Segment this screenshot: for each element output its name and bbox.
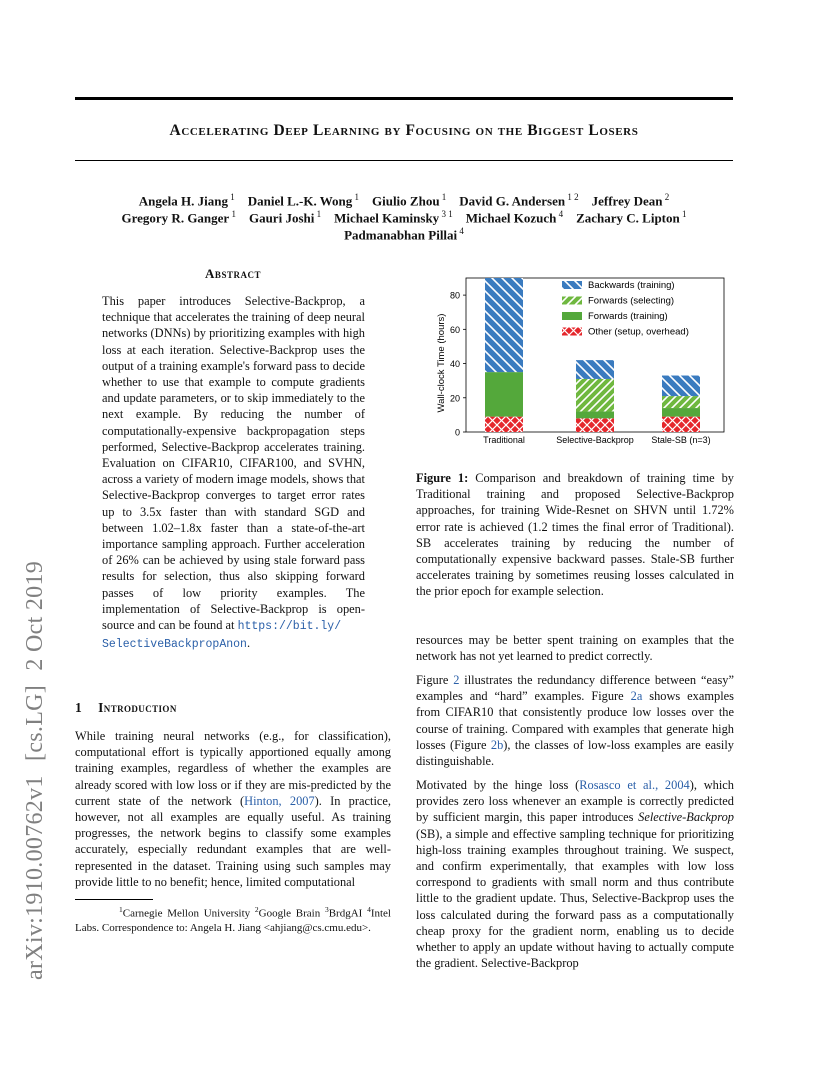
figure-1-caption: Figure 1: Comparison and breakdown of training time by Traditional training and proposed Selective-Backprop approaches, for training Wide-Resnet on SHVN until 1.72% error rate is achieved (1.2 times the final error of Traditional). SB accelerates training by reducing the number of computationally expensive backward passes. Stale-SB further accelerates training by sometimes reusing losses calculated in the prior epoch for example selection. — [416, 471, 734, 599]
footnote-rule — [75, 899, 153, 900]
bar-segment — [485, 417, 523, 432]
legend-label: Forwards (training) — [588, 311, 668, 322]
paper-title: Accelerating Deep Learning by Focusing on the Biggest Losers — [169, 122, 639, 139]
author-name: Gauri Joshi — [248, 210, 315, 226]
abstract-body: This paper introduces Selective-Backprop, a technique that accelerates the training of deep neural networks (DNNs) by prioritizing examples with high loss at each iteration. Selective-Backprop uses the output of a training example's forward pass to decide whether to use that example to compute gradients and update parameters, or to skip immediately to the next example. By reducing the number of computationally-expensive backpropagation steps performed, Selective-Backprop accelerates training. Evaluation on CIFAR10, CIFAR100, and SVHN, across a variety of modern image models, shows that Selective-Backprop converges to target error rates up to 3.5x faster than with standard SGD and between 1.02–1.8x faster than a state-of-the-art importance sampling approach. Further acceleration of 26% can be achieved by using stale forward pass results for selection, thus also skipping forward passes of low priority examples. The implementation of Selective-Backprop is open-source and can be found at https://bit.ly/ SelectiveBackpropAnon. — [102, 294, 365, 652]
figure-ref-link[interactable]: 2a — [630, 689, 643, 704]
author-affiliation: 1 — [314, 209, 322, 219]
figure-ref-link[interactable]: 2 — [453, 673, 460, 687]
y-tick-label: 60 — [449, 324, 460, 335]
section-number: 1 — [75, 700, 83, 715]
x-tick-label: Traditional — [483, 435, 525, 445]
author-affiliation: 1 2 — [565, 192, 579, 202]
author-name: Padmanabhan Pillai — [344, 227, 458, 243]
intro-paragraph-2: resources may be better spent training on examples that the network has not yet learned to predict correctly. — [416, 633, 734, 664]
author-affiliation: 1 — [229, 209, 236, 219]
bar-segment — [662, 408, 700, 417]
author-affiliation: 1 — [439, 192, 447, 202]
abstract-url[interactable]: https://bit.ly/ SelectiveBackpropAnon — [102, 620, 342, 652]
arxiv-sidebar — [22, 553, 49, 980]
bar-segment — [485, 372, 523, 416]
legend-swatch — [562, 328, 582, 336]
title-rule — [75, 160, 733, 161]
legend-swatch — [562, 312, 582, 320]
citation-link[interactable]: Hinton, 2007 — [244, 793, 315, 808]
author-name: Michael Kozuch — [465, 210, 557, 226]
author-affiliation: 4 — [556, 209, 564, 219]
author-affiliation: 3 1 — [439, 209, 453, 219]
arxiv-date: 2 Oct 2019 — [22, 560, 48, 671]
author-name: Michael Kaminsky — [334, 210, 440, 226]
legend-swatch — [562, 297, 582, 305]
bar-segment — [576, 418, 614, 432]
figure-1-chart — [416, 272, 734, 452]
arxiv-category: [cs.LG] — [22, 684, 48, 761]
footnote: $^1$Carnegie Mellon University $^2$Google Brain $^3$BrdgAI $^4$Intel Labs. Correspondence to: Angela H. Jiang <ahjiang@cs.cmu.edu>. — [75, 905, 391, 934]
legend-label: Other (setup, overhead) — [588, 326, 689, 338]
bar-segment — [576, 360, 614, 379]
y-tick-label: 40 — [449, 359, 460, 370]
intro-paragraph-3: Figure 2 illustrates the redundancy difference between “easy” examples and “hard” examples. Figure 2a shows examples from CIFAR10 that consistently produce low losses over the course of training. Compared with examples that generate high losses (Figure 2b), the classes of low-loss examples are easily distinguishable. — [416, 673, 734, 769]
intro-paragraph-1: While training neural networks (e.g., for classification), computational effort is typically apportioned equally among training examples, regardless of whether the examples are already scored with low loss or if they are mis-predicted by the current state of the network (Hinton, 2007). In practice, however, not all examples are equally useful. As training progresses, the network begins to classify some examples accurately, especially redundant examples that are well-represented in the dataset. Training using such samples may provide little to no benefit; hence, limited computational — [75, 729, 391, 889]
author-name: David G. Andersen — [459, 193, 566, 209]
y-tick-label: 80 — [449, 290, 460, 301]
author-line-3 — [75, 223, 733, 243]
author-name: Zachary C. Lipton — [576, 210, 680, 226]
legend-label: Backwards (training) — [588, 280, 675, 291]
figure-ref-link[interactable]: 2b — [490, 737, 504, 752]
author-affiliation: 1 — [352, 192, 359, 202]
author-name: Daniel L.-K. Wong — [247, 193, 353, 209]
x-tick-label: Stale-SB (n=3) — [651, 435, 711, 445]
y-tick-label: 0 — [454, 427, 460, 438]
bar-segment — [662, 417, 700, 432]
author-name: Gregory R. Ganger — [121, 210, 230, 226]
abstract-text: This paper introduces Selective-Backprop, a technique that accelerates the training of deep neural networks (DNNs) by prioritizing examples with high loss at each iteration. Selective-Backprop uses the output of a training example's forward pass to decide whether to use that example to compute gradients and update parameters, or to skip immediately to the next example. By reducing the number of computationally-expensive backpropagation steps performed, Selective-Backprop accelerates training. Evaluation on CIFAR10, CIFAR100, and SVHN, across a variety of modern image models, shows that Selective-Backprop converges to target error rates up to 3.5x faster than with standard SGD and between 1.02–1.8x faster than a state-of-the-art importance sampling approach. Further acceleration of 26% can be achieved by using stale forward pass results for selection, thus also skipping forward passes of low priority examples. The implementation of Selective-Backprop is open-source and can be found at — [102, 294, 365, 633]
author-name: Giulio Zhou — [371, 193, 440, 209]
intro-paragraph-4: Motivated by the hinge loss (Rosasco et al., 2004), which provides zero loss whenever an example is correctly predicted by sufficient margin, this paper introduces Selective-Backprop (SB), a simple and effective sampling technique for prioritizing high-loss training examples throughout training. We suspect, and confirm experimentally, that examples with low loss correspond to gradients with small norm and thus contribute little to the gradient update. Thus, Selective-Backprop uses the loss calculated during the forward pass as a computationally cheap proxy for the gradient norm, enabling us to decide whether to apply an update without having to actually compute the gradient. Selective-Backprop — [416, 778, 734, 971]
bar-segment — [576, 379, 614, 412]
top-rule — [75, 97, 733, 100]
author-affiliation: 1 — [679, 209, 687, 219]
abstract-heading: Abstract — [205, 266, 261, 281]
section-heading — [75, 700, 177, 716]
arxiv-id: arXiv:1910.00762v1 — [22, 775, 48, 980]
section-title: Introduction — [98, 700, 177, 715]
bar-segment — [485, 278, 523, 372]
legend-swatch — [562, 281, 582, 289]
author-name: Angela H. Jiang — [138, 193, 228, 209]
author-affiliation: 4 — [457, 226, 464, 236]
y-axis-label: Wall-clock Time (hours) — [436, 313, 447, 413]
author-name: Jeffrey Dean — [591, 193, 663, 209]
author-affiliation: 2 — [662, 192, 670, 202]
x-tick-label: Selective-Backprop — [556, 435, 634, 445]
y-tick-label: 20 — [449, 393, 460, 404]
legend-label: Forwards (selecting) — [588, 295, 675, 307]
bar-segment — [662, 376, 700, 397]
citation-link[interactable]: Rosasco et al., 2004 — [579, 778, 690, 792]
bar-segment — [576, 411, 614, 418]
bar-segment — [662, 396, 700, 408]
author-affiliation: 1 — [227, 192, 235, 202]
